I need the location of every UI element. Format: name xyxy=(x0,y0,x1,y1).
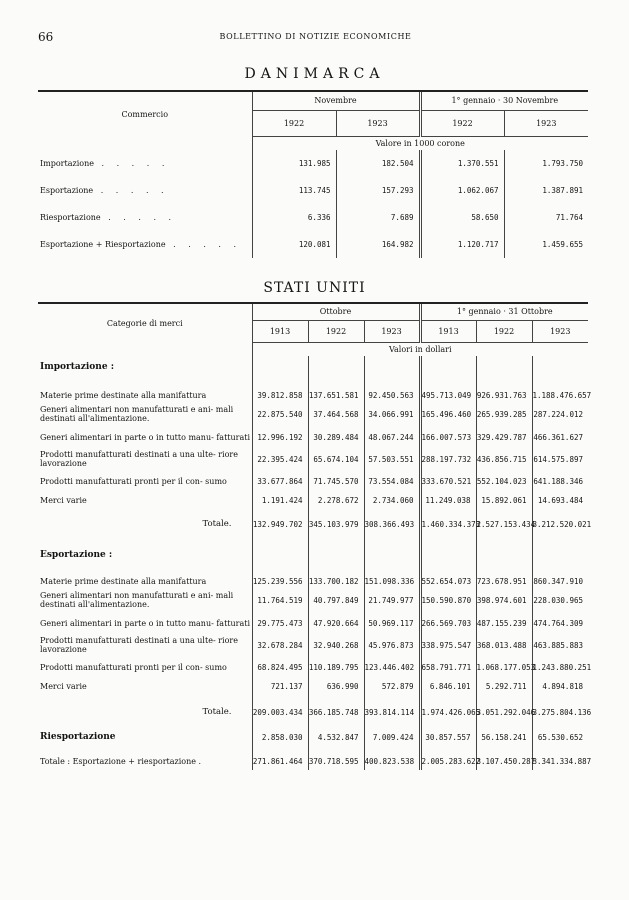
value-cell: 50.969.117 xyxy=(364,612,420,634)
value-cell: 137.651.581 xyxy=(308,388,364,402)
spacer-cell xyxy=(420,562,476,574)
value-cell: 266.569.703 xyxy=(420,612,476,634)
value-cell: 552.654.073 xyxy=(420,574,476,588)
value-cell: 45.976.873 xyxy=(364,634,420,656)
value-cell: 2.278.672 xyxy=(308,492,364,508)
spacer-cell xyxy=(364,534,420,548)
value-cell: 39.812.858 xyxy=(252,388,308,402)
spacer-cell xyxy=(364,562,420,574)
danimarca-table xyxy=(38,90,588,258)
value-cell: 288.197.732 xyxy=(420,448,476,470)
spacer-cell xyxy=(476,534,532,548)
value-cell: 721.137 xyxy=(252,678,308,694)
value-cell: 56.158.241 xyxy=(476,728,532,746)
value-cell: 2.734.060 xyxy=(364,492,420,508)
row-label: Generi alimentari non manufatturati e ani- mali destinati all'alimentazione. xyxy=(40,405,234,423)
value-cell: 14.693.484 xyxy=(532,492,588,508)
total-label: Totale. xyxy=(202,519,232,529)
spacer-cell xyxy=(364,694,420,702)
value-cell: 113.745 xyxy=(252,177,336,204)
danimarca-title: DANIMARCA xyxy=(244,66,385,82)
value-cell: 11.764.519 xyxy=(252,588,308,612)
value-cell: 614.575.897 xyxy=(532,448,588,470)
value-cell: 1.191.424 xyxy=(252,492,308,508)
value-cell: 73.554.084 xyxy=(364,470,420,492)
table-row xyxy=(38,204,588,231)
value-cell: 1.370.551 xyxy=(420,150,504,177)
value-cell: 57.503.551 xyxy=(364,448,420,470)
value-cell: 466.361.627 xyxy=(532,426,588,448)
value-cell: 495.713.049 xyxy=(420,388,476,402)
value-cell: 11.249.038 xyxy=(420,492,476,508)
riesportazione-heading: Riesportazione xyxy=(40,732,116,742)
spacer-cell xyxy=(420,534,476,548)
spacer-cell xyxy=(532,694,588,702)
spacer-cell xyxy=(38,694,252,702)
grand-total-row xyxy=(38,752,588,770)
table-row xyxy=(38,678,588,694)
value-cell: 333.670.521 xyxy=(420,470,476,492)
table-row xyxy=(38,492,588,508)
spacer-cell xyxy=(308,374,364,388)
value-cell: 552.104.023 xyxy=(476,470,532,492)
value-cell: 487.155.239 xyxy=(476,612,532,634)
row-label-text: Esportazione xyxy=(40,186,94,195)
value-cell: 3.275.804.136 xyxy=(532,702,588,722)
spacer-cell xyxy=(420,360,476,374)
value-cell: 400.823.538 xyxy=(364,752,420,770)
table-row xyxy=(38,634,588,656)
value-cell: 1.188.476.657 xyxy=(532,388,588,402)
spacer-cell xyxy=(532,374,588,388)
spacer-cell xyxy=(364,360,420,374)
value-cell: 1.459.655 xyxy=(504,231,588,258)
us-group-cumulative: 1° gennaio · 31 Ottobre xyxy=(420,304,588,320)
page-number: 66 xyxy=(38,30,54,44)
value-cell: 3.212.520.021 xyxy=(532,514,588,534)
value-cell: 37.464.568 xyxy=(308,402,364,426)
us-year: 1913 xyxy=(420,320,476,342)
table-row xyxy=(38,448,588,470)
row-label: Prodotti manufatturati pronti per il con- sumo xyxy=(40,662,227,672)
value-cell: 265.939.285 xyxy=(476,402,532,426)
value-cell: 1.243.880.251 xyxy=(532,656,588,678)
value-cell: 228.030.965 xyxy=(532,588,588,612)
row-label: Materie prime destinate alla manifattura xyxy=(40,390,207,400)
spacer-cell xyxy=(38,534,252,548)
row-label: Generi alimentari in parte o in tutto manu- fatturati xyxy=(40,618,251,628)
row-label: Generi alimentari in parte o in tutto manu- fatturati xyxy=(40,432,251,442)
value-cell: 30.289.484 xyxy=(308,426,364,448)
value-cell: 345.103.979 xyxy=(308,514,364,534)
spacer-cell xyxy=(308,562,364,574)
table-row xyxy=(38,656,588,678)
value-cell: 1.974.426.065 xyxy=(420,702,476,722)
value-cell: 1.062.067 xyxy=(420,177,504,204)
table-row xyxy=(38,150,588,177)
us-group-ottobre: Ottobre xyxy=(252,304,420,320)
value-cell: 15.892.061 xyxy=(476,492,532,508)
value-cell: 398.974.601 xyxy=(476,588,532,612)
table-row xyxy=(38,388,588,402)
spacer-cell xyxy=(420,548,476,562)
stati-uniti-title: STATI UNITI xyxy=(263,280,366,296)
value-cell: 5.292.711 xyxy=(476,678,532,694)
row-label: Prodotti manufatturati destinati a una ulte- riore lavorazione xyxy=(40,450,238,468)
table-row xyxy=(38,470,588,492)
value-cell: 133.700.182 xyxy=(308,574,364,588)
value-cell: 4.532.847 xyxy=(308,728,364,746)
spacer-cell xyxy=(532,562,588,574)
value-cell: 636.990 xyxy=(308,678,364,694)
spacer-cell xyxy=(308,360,364,374)
spacer-cell xyxy=(364,548,420,562)
value-cell: 2.527.153.434 xyxy=(476,514,532,534)
value-cell: 1.460.334.373 xyxy=(420,514,476,534)
spacer-cell xyxy=(476,360,532,374)
value-cell: 641.188.346 xyxy=(532,470,588,492)
row-label xyxy=(38,204,252,231)
total-row xyxy=(38,514,588,534)
value-cell: 463.885.883 xyxy=(532,634,588,656)
value-cell: 329.429.787 xyxy=(476,426,532,448)
value-cell: 1.793.750 xyxy=(504,150,588,177)
spacer-cell xyxy=(308,548,364,562)
value-cell: 209.003.434 xyxy=(252,702,308,722)
dk-group-cumulative: 1° gennaio · 30 Novembre xyxy=(420,92,588,110)
table-row xyxy=(38,612,588,634)
value-cell: 32.940.268 xyxy=(308,634,364,656)
value-cell: 22.395.424 xyxy=(252,448,308,470)
value-cell: 92.450.563 xyxy=(364,388,420,402)
value-cell: 150.590.870 xyxy=(420,588,476,612)
dk-year: 1923 xyxy=(504,110,588,136)
value-cell: 166.007.573 xyxy=(420,426,476,448)
value-cell: 68.824.495 xyxy=(252,656,308,678)
spacer-cell xyxy=(38,562,252,574)
value-cell: 6.336 xyxy=(252,204,336,231)
page-header xyxy=(38,30,593,46)
dk-year: 1922 xyxy=(420,110,504,136)
value-cell: 65.674.104 xyxy=(308,448,364,470)
value-cell: 6.846.101 xyxy=(420,678,476,694)
spacer-cell xyxy=(252,562,308,574)
value-cell: 21.749.977 xyxy=(364,588,420,612)
value-cell: 271.861.464 xyxy=(252,752,308,770)
dk-year: 1922 xyxy=(252,110,336,136)
value-cell: 7.689 xyxy=(336,204,420,231)
stati-uniti-table xyxy=(38,302,592,770)
value-cell: 1.068.177.053 xyxy=(476,656,532,678)
leader-dots: . . . . . xyxy=(165,240,242,249)
spacer-cell xyxy=(532,534,588,548)
row-label-text: Esportazione + Riesportazione xyxy=(40,240,166,249)
row-label-text: Importazione xyxy=(40,159,94,168)
leader-dots: . . . . . xyxy=(93,159,170,168)
table-row xyxy=(38,177,588,204)
dk-row-header: Commercio xyxy=(121,109,169,119)
row-label: Prodotti manufatturati pronti per il con- sumo xyxy=(40,476,227,486)
row-label: Merci varie xyxy=(40,681,87,691)
value-cell: 338.975.547 xyxy=(420,634,476,656)
leader-dots: . . . . . xyxy=(100,213,177,222)
value-cell: 58.650 xyxy=(420,204,504,231)
value-cell: 926.931.763 xyxy=(476,388,532,402)
value-cell: 723.678.951 xyxy=(476,574,532,588)
category-row xyxy=(38,360,588,374)
spacer-cell xyxy=(532,548,588,562)
table-row xyxy=(38,402,588,426)
dk-year: 1923 xyxy=(336,110,420,136)
category-row xyxy=(38,548,588,562)
row-label: Materie prime destinate alla manifattura xyxy=(40,576,207,586)
value-cell: 182.504 xyxy=(336,150,420,177)
value-cell: 65.530.652 xyxy=(532,728,588,746)
value-cell: 2.858.030 xyxy=(252,728,308,746)
table-row xyxy=(38,231,588,258)
riesportazione-row xyxy=(38,728,588,746)
value-cell: 370.718.595 xyxy=(308,752,364,770)
value-cell: 131.985 xyxy=(252,150,336,177)
spacer-row xyxy=(38,562,588,574)
spacer-cell xyxy=(252,374,308,388)
us-unit-label: Valori in dollari xyxy=(252,342,588,356)
value-cell: 860.347.910 xyxy=(532,574,588,588)
table-row xyxy=(38,426,588,448)
value-cell: 393.814.114 xyxy=(364,702,420,722)
total-row xyxy=(38,702,588,722)
us-year: 1922 xyxy=(308,320,364,342)
value-cell: 71.764 xyxy=(504,204,588,231)
value-cell: 2.005.283.622 xyxy=(420,752,476,770)
row-label xyxy=(38,231,252,258)
row-label xyxy=(38,177,252,204)
us-year: 1923 xyxy=(532,320,588,342)
spacer-cell xyxy=(364,374,420,388)
value-cell: 164.982 xyxy=(336,231,420,258)
table-row xyxy=(38,588,588,612)
value-cell: 132.949.702 xyxy=(252,514,308,534)
total-label: Totale. xyxy=(202,707,232,717)
value-cell: 151.098.336 xyxy=(364,574,420,588)
value-cell: 22.875.540 xyxy=(252,402,308,426)
value-cell: 47.920.664 xyxy=(308,612,364,634)
us-year: 1922 xyxy=(476,320,532,342)
value-cell: 32.678.284 xyxy=(252,634,308,656)
spacer-cell xyxy=(252,694,308,702)
value-cell: 48.067.244 xyxy=(364,426,420,448)
spacer-cell xyxy=(476,548,532,562)
row-label: Generi alimentari non manufatturati e ani- mali destinati all'alimentazione. xyxy=(40,591,234,609)
spacer-cell xyxy=(420,374,476,388)
spacer-row xyxy=(38,694,588,702)
value-cell: 30.857.557 xyxy=(420,728,476,746)
value-cell: 308.366.493 xyxy=(364,514,420,534)
spacer-cell xyxy=(476,374,532,388)
value-cell: 1.120.717 xyxy=(420,231,504,258)
value-cell: 572.879 xyxy=(364,678,420,694)
value-cell: 3.341.334.887 xyxy=(532,752,588,770)
dk-group-novembre: Novembre xyxy=(252,92,420,110)
value-cell: 436.856.715 xyxy=(476,448,532,470)
value-cell: 3.051.292.046 xyxy=(476,702,532,722)
us-year: 1923 xyxy=(364,320,420,342)
value-cell: 12.996.192 xyxy=(252,426,308,448)
unit-row xyxy=(38,342,588,356)
spacer-cell xyxy=(308,534,364,548)
value-cell: 157.293 xyxy=(336,177,420,204)
value-cell: 110.189.795 xyxy=(308,656,364,678)
value-cell: 287.224.012 xyxy=(532,402,588,426)
us-year: 1913 xyxy=(252,320,308,342)
table-row xyxy=(38,574,588,588)
leader-dots: . . . . . xyxy=(93,186,169,195)
dk-unit-label: Valore in 1000 corone xyxy=(252,136,588,150)
spacer-cell xyxy=(38,374,252,388)
row-label: Merci varie xyxy=(40,495,87,505)
value-cell: 33.677.864 xyxy=(252,470,308,492)
value-cell: 7.009.424 xyxy=(364,728,420,746)
value-cell: 125.239.556 xyxy=(252,574,308,588)
spacer-cell xyxy=(308,694,364,702)
row-label xyxy=(38,150,252,177)
value-cell: 123.446.402 xyxy=(364,656,420,678)
spacer-cell xyxy=(252,534,308,548)
spacer-row xyxy=(38,374,588,388)
value-cell: 4.894.818 xyxy=(532,678,588,694)
value-cell: 120.081 xyxy=(252,231,336,258)
value-cell: 165.496.460 xyxy=(420,402,476,426)
row-label: Prodotti manufatturati destinati a una ulte- riore lavorazione xyxy=(40,636,238,654)
spacer-cell xyxy=(476,694,532,702)
spacer-cell xyxy=(252,360,308,374)
spacer-cell xyxy=(38,342,252,356)
value-cell: 1.387.891 xyxy=(504,177,588,204)
spacer-cell xyxy=(476,562,532,574)
value-cell: 658.791.771 xyxy=(420,656,476,678)
running-title: BOLLETTINO DI NOTIZIE ECONOMICHE xyxy=(219,32,412,41)
value-cell: 29.775.473 xyxy=(252,612,308,634)
value-cell: 368.013.488 xyxy=(476,634,532,656)
value-cell: 34.066.991 xyxy=(364,402,420,426)
value-cell: 3.107.450.287 xyxy=(476,752,532,770)
row-label-text: Riesportazione xyxy=(40,213,101,222)
value-cell: 474.764.309 xyxy=(532,612,588,634)
value-cell: 40.797.849 xyxy=(308,588,364,612)
spacer-cell xyxy=(252,548,308,562)
grand-total-label: Totale : Esportazione + riesportazione . xyxy=(40,756,202,766)
value-cell: 71.745.570 xyxy=(308,470,364,492)
spacer-row xyxy=(38,534,588,548)
esportazione-heading: Esportazione : xyxy=(40,550,113,560)
spacer-cell xyxy=(420,694,476,702)
spacer-cell xyxy=(532,360,588,374)
value-cell: 366.185.748 xyxy=(308,702,364,722)
importazione-heading: Importazione : xyxy=(40,362,115,372)
us-row-header: Categorie di merci xyxy=(106,318,183,328)
